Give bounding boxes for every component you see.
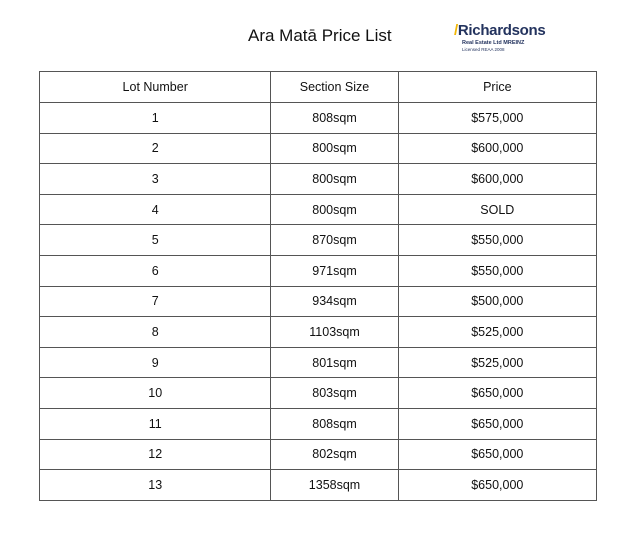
- table-row: [40, 378, 597, 409]
- section-size-cell: 800sqm: [271, 194, 398, 225]
- price-cell: $525,000: [398, 317, 596, 348]
- section-size-cell: 1358sqm: [271, 470, 398, 501]
- logo-name: Richardsons: [457, 22, 546, 39]
- section-size-cell: 800sqm: [271, 133, 398, 164]
- price-cell: $550,000: [398, 225, 596, 256]
- logo-subtitle: Real Estate Ltd MREINZ: [462, 40, 525, 46]
- price-cell: $525,000: [398, 347, 596, 378]
- lot-number-cell: 2: [40, 133, 271, 164]
- lot-number-cell: 5: [40, 225, 271, 256]
- price-cell: $650,000: [398, 408, 596, 439]
- header-section-size: Section Size: [271, 72, 398, 103]
- lot-number-cell: 10: [40, 378, 271, 409]
- header-price: Price: [398, 72, 596, 103]
- table-row: [40, 347, 597, 378]
- logo-licence: Licensed REAA 2008: [462, 47, 505, 52]
- lot-number-cell: 4: [40, 194, 271, 225]
- lot-number-cell: 7: [40, 286, 271, 317]
- price-cell: $500,000: [398, 286, 596, 317]
- table-row: [40, 408, 597, 439]
- section-size-cell: 870sqm: [271, 225, 398, 256]
- lot-number-cell: 9: [40, 347, 271, 378]
- table-row: [40, 470, 597, 501]
- section-size-cell: 808sqm: [271, 408, 398, 439]
- price-cell: $575,000: [398, 103, 596, 134]
- lot-number-cell: 12: [40, 439, 271, 470]
- price-cell: $650,000: [398, 439, 596, 470]
- table-row: [40, 317, 597, 348]
- table-row: [40, 225, 597, 256]
- price-cell: SOLD: [398, 194, 596, 225]
- section-size-cell: 802sqm: [271, 439, 398, 470]
- header-lot-number: Lot Number: [40, 72, 271, 103]
- lot-number-cell: 6: [40, 255, 271, 286]
- section-size-cell: 801sqm: [271, 347, 398, 378]
- lot-number-cell: 8: [40, 317, 271, 348]
- lot-number-cell: 11: [40, 408, 271, 439]
- table-row: [40, 103, 597, 134]
- section-size-cell: 808sqm: [271, 103, 398, 134]
- price-cell: $650,000: [398, 470, 596, 501]
- section-size-cell: 1103sqm: [271, 317, 398, 348]
- price-table: [39, 71, 597, 501]
- section-size-cell: 800sqm: [271, 164, 398, 195]
- table-header-row: [40, 72, 597, 103]
- price-cell: $650,000: [398, 378, 596, 409]
- price-cell: $600,000: [398, 164, 596, 195]
- table-row: [40, 133, 597, 164]
- table-row: [40, 286, 597, 317]
- section-size-cell: 971sqm: [271, 255, 398, 286]
- table-row: [40, 194, 597, 225]
- price-cell: $600,000: [398, 133, 596, 164]
- lot-number-cell: 3: [40, 164, 271, 195]
- page-title: Ara Matā Price List: [248, 26, 392, 45]
- table-row: [40, 164, 597, 195]
- lot-number-cell: 1: [40, 103, 271, 134]
- section-size-cell: 934sqm: [271, 286, 398, 317]
- richardsons-logo: [454, 22, 554, 58]
- table-row: [40, 439, 597, 470]
- logo-wordmark: [454, 22, 545, 39]
- logo-slash-mark: /: [454, 22, 458, 39]
- section-size-cell: 803sqm: [271, 378, 398, 409]
- table-row: [40, 255, 597, 286]
- price-cell: $550,000: [398, 255, 596, 286]
- lot-number-cell: 13: [40, 470, 271, 501]
